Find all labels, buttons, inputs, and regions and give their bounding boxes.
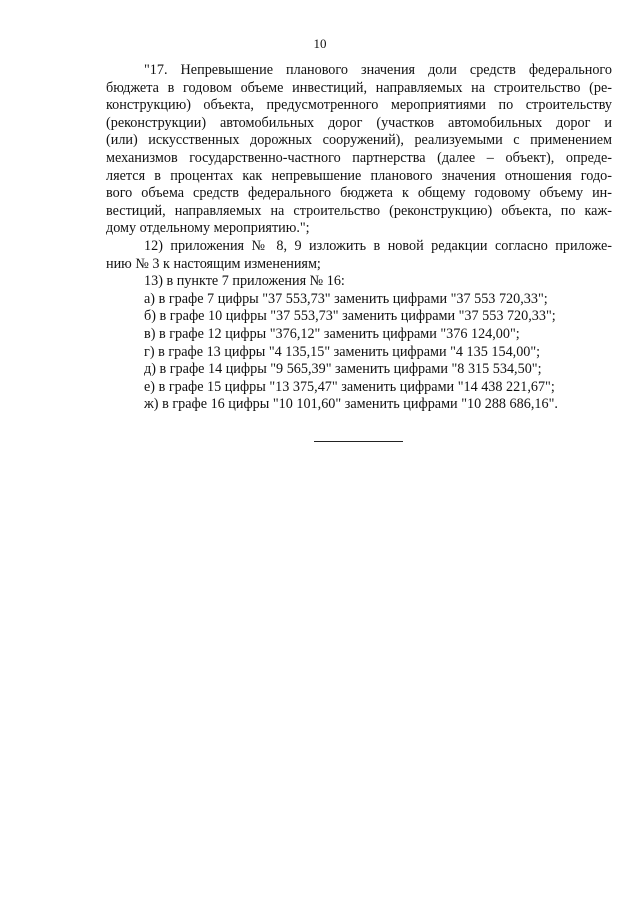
paragraph-item-17: [106, 62, 612, 238]
text-line: (реконструкции) автомобильных дорог (участков автомобильных дорог и: [106, 114, 612, 131]
document-body: [106, 62, 612, 414]
text-line: (или) искусственных дорожных сооружений), реализуемыми с применением: [106, 132, 612, 149]
text-line: вестиций, направляемых на строительство (реконструкцию) объекта, по каж-: [106, 202, 612, 219]
text-line: в) в графе 12 цифры "376,12" заменить цифрами "376 124,00";: [144, 325, 520, 342]
paragraph-item-13: [106, 273, 612, 414]
end-separator-line: [314, 441, 403, 442]
text-line: механизмов государственно-частного партнерства (далее – объект), опреде-: [106, 149, 612, 166]
text-line: а) в графе 7 цифры "37 553,73" заменить цифрами "37 553 720,33";: [144, 290, 548, 307]
text-line: 12) приложения № 8, 9 изложить в новой редакции согласно приложе-: [144, 237, 612, 254]
text-line: 13) в пункте 7 приложения № 16:: [144, 273, 345, 290]
text-line: конструкцию) объекта, предусмотренного мероприятиями по строительству: [106, 97, 612, 114]
text-line: ж) в графе 16 цифры "10 101,60" заменить цифрами "10 288 686,16".: [144, 396, 558, 413]
text-line: е) в графе 15 цифры "13 375,47" заменить цифрами "14 438 221,67";: [144, 378, 555, 395]
text-line: "17. Непревышение планового значения доли средств федерального: [144, 62, 612, 78]
text-line: нию № 3 к настоящим изменениям;: [106, 255, 321, 272]
text-line: г) в графе 13 цифры "4 135,15" заменить цифрами "4 135 154,00";: [144, 343, 541, 360]
text-line: дому отдельному мероприятию.";: [106, 220, 310, 237]
page-number: 10: [313, 36, 327, 51]
text-line: вого объема средств федерального бюджета к общему годовому объему ин-: [106, 185, 612, 202]
text-line: ляется в процентах как непревышение планового значения отношения годо-: [106, 167, 612, 184]
text-line: бюджета в годовом объеме инвестиций, направляемых на строительство (ре-: [106, 79, 612, 96]
text-line: д) в графе 14 цифры "9 565,39" заменить цифрами "8 315 534,50";: [144, 361, 542, 378]
text-line: б) в графе 10 цифры "37 553,73" заменить цифрами "37 553 720,33";: [144, 308, 556, 325]
paragraph-item-12: [106, 238, 612, 273]
